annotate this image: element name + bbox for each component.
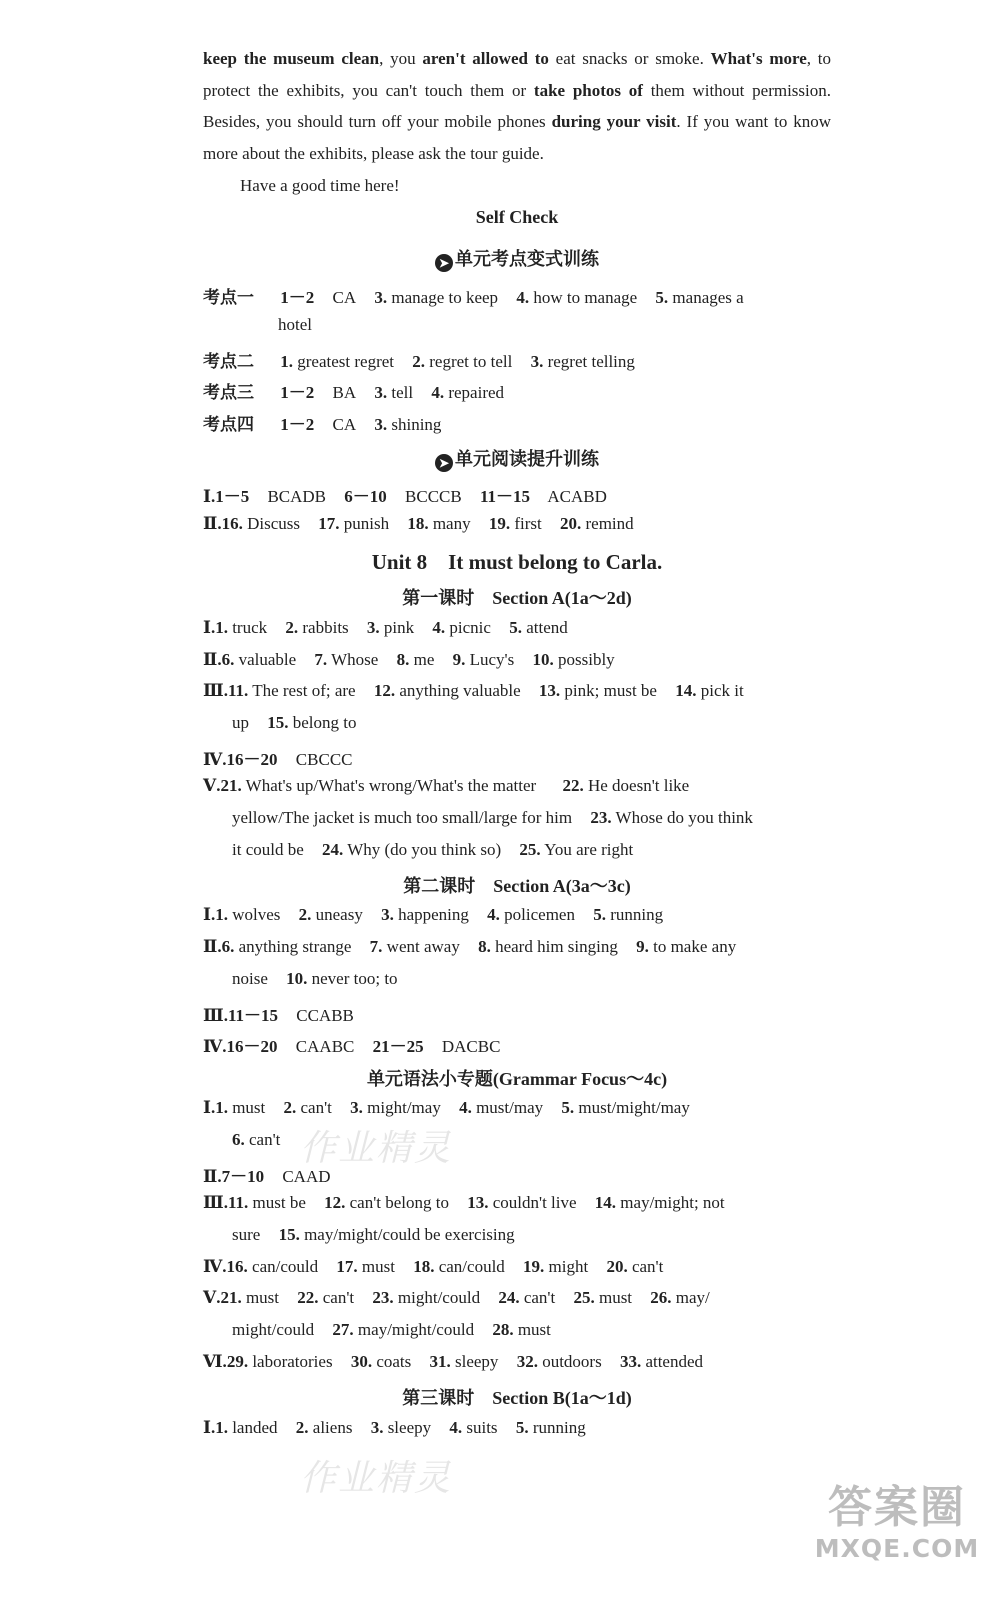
l2-n10: 10. — [286, 969, 308, 988]
l3-n4: 4. — [449, 1418, 463, 1437]
kd3-n3: 3. — [374, 383, 388, 402]
r2-n16: 16. — [221, 514, 243, 533]
l3-row-i — [203, 1418, 831, 1438]
l1-n14: 14. — [675, 681, 697, 700]
r2-t18: many — [432, 514, 471, 533]
g-a23: might/could — [397, 1288, 481, 1307]
g-row-v — [203, 1288, 831, 1308]
l2-n3: 3. — [381, 905, 394, 924]
g-n14: 14. — [594, 1193, 617, 1212]
g-n27: 27. — [332, 1320, 354, 1339]
l2-row-i — [203, 905, 831, 925]
heading2-text: 单元阅读提升训练 — [455, 449, 599, 469]
intro-seg2: , you — [379, 49, 423, 68]
l2-n6: 6. — [221, 937, 235, 956]
kd3-range: 1－2 — [280, 383, 315, 402]
lesson3-title: 第三课时 Section B(1a～1d) — [402, 1388, 632, 1408]
l2-iii-answers: CCABB — [296, 1006, 354, 1025]
l1-a12: anything valuable — [399, 681, 521, 700]
g-n22: 22. — [297, 1288, 319, 1307]
l2-i-label: Ⅰ. — [203, 905, 216, 924]
l2-row-ii — [203, 937, 831, 957]
l1-n2: 2. — [285, 618, 299, 637]
l1-a23b: it could be — [232, 840, 304, 859]
lesson2-title: 第二课时 Section A(3a～3c) — [403, 876, 631, 896]
g-a14b: sure — [232, 1225, 261, 1244]
l1-a14a: pick it — [700, 681, 744, 700]
watermark-1: 作业精灵 — [300, 1128, 453, 1169]
l1-n15: 15. — [267, 713, 289, 732]
l2-row-ii-cont — [232, 969, 398, 989]
l1-n12: 12. — [373, 681, 396, 700]
g-n3: 3. — [350, 1098, 363, 1117]
g-n33: 33. — [619, 1352, 642, 1371]
r1-ans-c: ACABD — [547, 487, 607, 506]
kd4-t3: shining — [391, 415, 442, 434]
g-n16: 16. — [226, 1257, 248, 1276]
g-n32: 32. — [516, 1352, 538, 1371]
heading1-text: 单元考点变式训练 — [455, 249, 599, 269]
l2-n8: 8. — [478, 937, 491, 956]
l1-a13: pink; must be — [564, 681, 657, 700]
l2-iii-range: 11－15 — [227, 1006, 279, 1025]
g-a19: might — [548, 1257, 589, 1276]
l1-iii-label: Ⅲ. — [203, 681, 228, 700]
g-n20: 20. — [606, 1257, 628, 1276]
r2-n17: 17. — [318, 514, 340, 533]
g-a14a: may/might; not — [620, 1193, 725, 1212]
self-check-heading1 — [203, 245, 831, 272]
g-row-iv — [203, 1257, 831, 1277]
l2-n5: 5. — [593, 905, 606, 924]
l1-row-iii-cont — [232, 713, 357, 733]
r2-t17: punish — [343, 514, 390, 533]
kd4-n3: 3. — [374, 415, 388, 434]
l1-n21: 21. — [220, 776, 242, 795]
l2-iv-label: Ⅳ. — [203, 1037, 227, 1056]
kd2-t2: regret to tell — [429, 352, 513, 371]
l1-n22: 22. — [562, 776, 584, 795]
kd2-n2: 2. — [412, 352, 425, 371]
l3-a4: suits — [466, 1418, 498, 1437]
g-n29: 29. — [226, 1352, 249, 1371]
g-a30: coats — [376, 1352, 412, 1371]
r2-n19: 19. — [488, 514, 511, 533]
l2-n9: 9. — [636, 937, 649, 956]
r1-range-c: 11－15 — [479, 487, 531, 506]
l2-a3: happening — [398, 905, 469, 924]
grammar-title: 单元语法小专题(Grammar Focus～4c) — [366, 1069, 668, 1089]
l1-a11: The rest of; are — [252, 681, 356, 700]
g-a28: must — [517, 1320, 551, 1339]
g-row-ii — [203, 1162, 831, 1187]
l1-a2: rabbits — [302, 618, 349, 637]
l2-iv-ans-b: DACBC — [441, 1037, 501, 1056]
g-a29: laboratories — [252, 1352, 333, 1371]
l1-a25: You are right — [544, 840, 634, 859]
g-a25: must — [598, 1288, 633, 1307]
r2-t20: remind — [585, 514, 634, 533]
kd1-range: 1－2 — [280, 288, 315, 307]
g-a22: can't — [322, 1288, 355, 1307]
g-a20: can't — [631, 1257, 664, 1276]
arrow-right-icon: ➤ — [435, 254, 453, 272]
l2-a8: heard him singing — [495, 937, 618, 956]
l1-a23a: Whose do you think — [615, 808, 753, 827]
l2-n2: 2. — [298, 905, 312, 924]
l2-row-iv — [203, 1032, 831, 1057]
g-n23: 23. — [372, 1288, 394, 1307]
r1-ans-a: BCADB — [267, 487, 327, 506]
kd1-cont: hotel — [278, 315, 312, 334]
l1-n8: 8. — [396, 650, 410, 669]
kd3-answers: BA — [332, 383, 357, 402]
l1-a5: attend — [526, 618, 568, 637]
kd1-n5: 5. — [655, 288, 669, 307]
intro-seg5: What's more — [710, 49, 807, 68]
l2-a1: wolves — [232, 905, 281, 924]
l1-iv-answers: CBCCC — [295, 750, 353, 769]
g-a27: may/might/could — [357, 1320, 475, 1339]
g-a24: can't — [523, 1288, 556, 1307]
intro-seg10: . If you want to know more about the exhibits, please ask the tour guide. — [203, 112, 831, 163]
g-row-iii — [203, 1193, 831, 1213]
l1-n9: 9. — [452, 650, 466, 669]
g-a4: must/may — [476, 1098, 544, 1117]
g-n26: 26. — [650, 1288, 672, 1307]
g-n4: 4. — [459, 1098, 472, 1117]
g-n11: 11. — [227, 1193, 249, 1212]
l2-a7: went away — [386, 937, 460, 956]
g-n28: 28. — [492, 1320, 514, 1339]
g-a11: must be — [252, 1193, 306, 1212]
l1-n1: 1. — [215, 618, 228, 637]
intro-seg6: , to protect the exhibits, you can't touch them or — [203, 49, 831, 100]
l1-a21: What's up/What's wrong/What's the matter — [245, 776, 537, 795]
logo-line2: MXQE.COM — [814, 1534, 980, 1563]
intro-seg1: keep the museum clean — [203, 49, 380, 68]
l3-n5: 5. — [515, 1418, 529, 1437]
l2-n4: 4. — [487, 905, 500, 924]
l2-a2: uneasy — [315, 905, 363, 924]
g-n1: 1. — [215, 1098, 228, 1117]
r1-ans-b: BCCCB — [405, 487, 462, 506]
kd1-t3: manage to keep — [391, 288, 499, 307]
g-n6: 6. — [232, 1130, 245, 1149]
g-ii-label: Ⅱ. — [203, 1167, 222, 1186]
l1-row-iii — [203, 681, 831, 701]
kd2-t3: regret telling — [547, 352, 635, 371]
r1-range-b: 6－10 — [344, 487, 387, 506]
g-a1: must — [232, 1098, 266, 1117]
r2-label: Ⅱ. — [203, 514, 222, 533]
l1-a22a: He doesn't like — [587, 776, 690, 795]
l1-a9: Lucy's — [469, 650, 515, 669]
g-a5: must/might/may — [578, 1098, 690, 1117]
g-n25: 25. — [573, 1288, 595, 1307]
l1-a4: picnic — [449, 618, 491, 637]
l2-row-iii — [203, 1001, 831, 1026]
kd3-t3: tell — [391, 383, 414, 402]
l1-n25: 25. — [519, 840, 541, 859]
l2-a9a: to make any — [653, 937, 737, 956]
r2-n20: 20. — [560, 514, 582, 533]
intro-paragraph — [203, 43, 831, 169]
l2-iv-range-b: 21－25 — [372, 1037, 424, 1056]
g-n17: 17. — [336, 1257, 358, 1276]
l1-iv-range: 16－20 — [226, 750, 278, 769]
kd2-n1: 1. — [280, 352, 293, 371]
intro-closing: Have a good time here! — [240, 176, 400, 195]
l3-a3: sleepy — [387, 1418, 432, 1437]
l1-n7: 7. — [314, 650, 328, 669]
kd1-label: 考点一 — [203, 288, 254, 307]
g-iii-label: Ⅲ. — [203, 1193, 228, 1212]
g-n5: 5. — [561, 1098, 575, 1117]
l1-ii-label: Ⅱ. — [203, 650, 222, 669]
l2-n1: 1. — [215, 905, 228, 924]
g-row-i — [203, 1098, 831, 1118]
r2-t19: first — [514, 514, 542, 533]
kd4-label: 考点四 — [203, 415, 254, 434]
g-a13: couldn't live — [492, 1193, 577, 1212]
l1-n24: 24. — [322, 840, 344, 859]
g-i-label: Ⅰ. — [203, 1098, 216, 1117]
kd4-row — [203, 410, 831, 435]
kd2-label: 考点二 — [203, 352, 254, 371]
g-a32: outdoors — [542, 1352, 602, 1371]
intro-seg3: aren't allowed to — [422, 49, 549, 68]
l2-a4: policemen — [504, 905, 575, 924]
kd4-answers: CA — [332, 415, 357, 434]
g-n13: 13. — [467, 1193, 489, 1212]
l1-a7: Whose — [331, 650, 379, 669]
l1-n11: 11. — [227, 681, 249, 700]
g-a6: can't — [249, 1130, 281, 1149]
l3-a1: landed — [232, 1418, 278, 1437]
intro-seg9: during your visit — [551, 112, 677, 131]
l1-n5: 5. — [509, 618, 522, 637]
g-row-i-cont — [232, 1130, 280, 1150]
reading-row-2 — [203, 514, 831, 534]
kd2-t1: greatest regret — [297, 352, 394, 371]
kd3-row — [203, 378, 831, 403]
l1-row-i — [203, 618, 831, 638]
l3-a5: running — [532, 1418, 586, 1437]
g-row-iii-cont — [232, 1225, 515, 1245]
r1-label: Ⅰ. — [203, 487, 216, 506]
intro-seg7: take photos of — [533, 80, 643, 100]
g-n31: 31. — [429, 1352, 451, 1371]
g-a2: can't — [300, 1098, 332, 1117]
l1-row-v — [203, 776, 831, 796]
watermark-2: 作业精灵 — [300, 1458, 453, 1499]
l1-a15: belong to — [292, 713, 357, 732]
self-check-heading2 — [203, 445, 831, 472]
l2-ii-label: Ⅱ. — [203, 937, 222, 956]
l1-n10: 10. — [532, 650, 554, 669]
self-check-title: Self Check — [475, 207, 559, 227]
kd3-n4: 4. — [431, 383, 445, 402]
l1-row-iv — [203, 745, 831, 770]
l3-n2: 2. — [295, 1418, 309, 1437]
l3-n1: 1. — [215, 1418, 228, 1437]
g-v-label: Ⅴ. — [203, 1288, 221, 1307]
l1-n3: 3. — [366, 618, 380, 637]
g-n12: 12. — [324, 1193, 346, 1212]
g-a21: must — [245, 1288, 280, 1307]
l1-a22b: yellow/The jacket is much too small/large for him — [232, 808, 573, 827]
g-ii-range: 7－10 — [221, 1167, 265, 1186]
l1-n6: 6. — [221, 650, 235, 669]
g-n15: 15. — [278, 1225, 300, 1244]
g-n24: 24. — [498, 1288, 520, 1307]
g-n21: 21. — [220, 1288, 242, 1307]
lesson1-title: 第一课时 Section A(1a～2d) — [402, 588, 632, 608]
l1-a24: Why (do you think so) — [347, 840, 502, 859]
g-a15: may/might/could be exercising — [304, 1225, 515, 1244]
g-ii-answers: CAAD — [282, 1167, 331, 1186]
l1-a3: pink — [383, 618, 415, 637]
kd1-t5: manages a — [672, 288, 744, 307]
l3-n3: 3. — [370, 1418, 384, 1437]
l2-n7: 7. — [369, 937, 383, 956]
l2-iii-label: Ⅲ. — [203, 1006, 228, 1025]
g-a16: can/could — [252, 1257, 319, 1276]
reading-row-1 — [203, 482, 831, 507]
kd1-row — [203, 283, 831, 308]
kd2-n3: 3. — [530, 352, 544, 371]
l2-a9b: noise — [232, 969, 268, 988]
l1-a6: valuable — [238, 650, 297, 669]
kd1-answers: CA — [332, 288, 357, 307]
g-n19: 19. — [523, 1257, 545, 1276]
l1-row-v-cont1 — [232, 808, 753, 828]
kd2-row — [203, 347, 831, 372]
kd1-n3: 3. — [374, 288, 388, 307]
g-a33: attended — [645, 1352, 704, 1371]
g-n30: 30. — [350, 1352, 373, 1371]
l1-n23: 23. — [590, 808, 612, 827]
l2-a5: running — [610, 905, 664, 924]
l1-iv-label: Ⅳ. — [203, 750, 227, 769]
arrow-right-icon: ➤ — [435, 454, 453, 472]
g-n2: 2. — [283, 1098, 297, 1117]
g-a17: must — [361, 1257, 395, 1276]
g-n18: 18. — [413, 1257, 435, 1276]
g-row-v-cont — [232, 1320, 551, 1340]
g-iv-label: Ⅳ. — [203, 1257, 227, 1276]
kd3-t4: repaired — [448, 383, 505, 402]
g-a3: might/may — [367, 1098, 441, 1117]
kd1-t4: how to manage — [533, 288, 638, 307]
l1-a1: truck — [232, 618, 268, 637]
g-vi-label: Ⅵ. — [203, 1352, 227, 1371]
intro-seg4: eat snacks or smoke. — [548, 49, 711, 68]
l1-row-v-cont2 — [232, 840, 633, 860]
g-a31: sleepy — [455, 1352, 499, 1371]
l1-a14b: up — [232, 713, 249, 732]
kd4-range: 1－2 — [280, 415, 315, 434]
g-row-vi — [203, 1352, 831, 1372]
r1-range-a: 1－5 — [215, 487, 250, 506]
kd3-label: 考点三 — [203, 383, 254, 402]
r2-n18: 18. — [407, 514, 429, 533]
g-a26a: may/ — [675, 1288, 710, 1307]
l1-i-label: Ⅰ. — [203, 618, 216, 637]
g-a18: can/could — [438, 1257, 505, 1276]
site-logo — [812, 1482, 982, 1592]
l1-a10: possibly — [557, 650, 615, 669]
g-a12: can't belong to — [349, 1193, 449, 1212]
r2-t16: Discuss — [247, 514, 300, 533]
l1-a8: me — [413, 650, 435, 669]
l1-n13: 13. — [538, 681, 561, 700]
l1-row-ii — [203, 650, 831, 670]
intro-seg8: them without permission. Besides, you should turn off your mobile phones — [203, 80, 832, 131]
l2-iv-range-a: 16－20 — [226, 1037, 278, 1056]
g-a26b: might/could — [232, 1320, 315, 1339]
unit-title: Unit 8 It must belong to Carla. — [371, 550, 663, 574]
l1-v-label: Ⅴ. — [203, 776, 221, 795]
logo-line1: 答案圈 — [828, 1482, 966, 1533]
l3-a2: aliens — [312, 1418, 353, 1437]
l2-iv-ans-a: CAABC — [295, 1037, 355, 1056]
l2-a10: never too; to — [311, 969, 398, 988]
kd1-n4: 4. — [516, 288, 530, 307]
l3-i-label: Ⅰ. — [203, 1418, 216, 1437]
l2-a6: anything strange — [238, 937, 352, 956]
l1-n4: 4. — [432, 618, 446, 637]
